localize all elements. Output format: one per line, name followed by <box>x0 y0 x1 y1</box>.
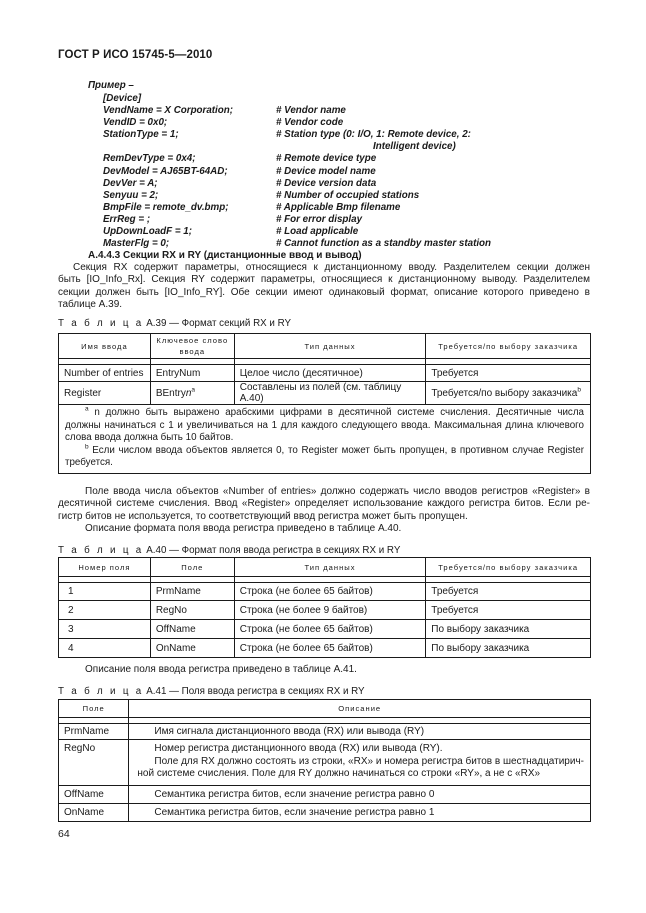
paragraph-register <box>58 486 590 535</box>
example-comment: # For error display <box>276 213 363 225</box>
paragraph-line: Поле ввода числа объектов «Number of entries» должно содержать число вводов регистров «Register» в <box>85 486 590 497</box>
example-key: DevVer = A; <box>103 177 158 189</box>
table-cell <box>129 785 591 803</box>
example-comment: Intelligent device) <box>373 141 456 153</box>
table-cell: Целое число (десятичное) <box>234 365 426 382</box>
table-cell: По выбору заказчика <box>426 620 591 639</box>
table-cell: RegNo <box>59 740 129 786</box>
example-key: BmpFile = remote_dv.bmp; <box>103 201 229 213</box>
example-comment: # Vendor code <box>276 117 344 129</box>
table-row <box>59 583 591 601</box>
example-comment: # Remote device type <box>276 153 377 165</box>
note-text: Если числом ввода объектов является 0, то Register может быть пропущен, в противном случае Register <box>88 444 584 456</box>
note-marker: a <box>85 405 89 413</box>
example-key: Senyuu = 2; <box>103 189 159 201</box>
desc-line: Поле для RX должно состоять из строки, «RX» и номера регистра битов в шестнадцатирич- <box>154 755 584 767</box>
desc-line: Номер регистра дистанционного ввода (RX) или вывода (RY). <box>154 743 443 754</box>
caption-prefix: Т а б л и ц а <box>58 686 144 697</box>
table-cell: Требуется <box>426 583 591 601</box>
req-text: Требуется/по выбору заказчика <box>431 387 578 399</box>
table-row <box>59 803 591 821</box>
table-cell: Строка (не более 65 байтов) <box>234 583 426 601</box>
table-cell: Требуется <box>426 365 591 382</box>
paragraph-line: Секция RX содержит параметры, относящиеся к дистанционному вводу. Разделителем секции должен <box>73 262 590 273</box>
table-header-cell: Номер поля <box>59 558 151 577</box>
table-cell: PrmName <box>59 724 129 740</box>
table-cell: 3 <box>59 620 151 639</box>
example-key: UpDownLoadF = 1; <box>103 226 192 237</box>
table-row <box>59 740 591 786</box>
caption-text: A.39 — Формат секций RX и RY <box>146 318 292 329</box>
table-cell <box>150 382 234 405</box>
table-cell: OnName <box>150 639 234 658</box>
example-comment: # Load applicable <box>276 226 359 237</box>
table-cell: OffName <box>150 620 234 639</box>
note-marker: b <box>85 443 89 451</box>
table-cell: Register <box>59 382 151 405</box>
example-key: VendID = 0x0; <box>103 117 168 129</box>
paragraph-line: гистр битов не используется, то соответствующий ввод регистра может быть пропущен. <box>58 510 468 522</box>
footnote-ref: a <box>191 386 196 394</box>
table-cell: 2 <box>59 601 151 620</box>
table-row <box>59 724 591 740</box>
table-header-cell: Поле <box>150 558 234 577</box>
table-cell: 4 <box>59 639 151 658</box>
paragraph-line: Описание формата поля ввода регистра приведено в таблице A.40. <box>85 522 402 534</box>
example-key: StationType = 1; <box>103 129 179 141</box>
section-heading: A.4.4.3 Секции RX и RY (дистанционные ввод и вывод) <box>88 250 362 261</box>
table-row <box>59 785 591 803</box>
page-number: 64 <box>58 828 70 840</box>
table-header-cell: Требуется/по выбору заказчика <box>426 558 591 577</box>
table-cell: EntryNum <box>150 365 234 382</box>
footnote-ref: b <box>577 386 581 394</box>
table-header-cell: Имя ввода <box>59 334 151 359</box>
table-a41-caption <box>58 686 365 697</box>
table-header-cell: Ключевое слово ввода <box>150 334 234 359</box>
note-line <box>65 445 584 458</box>
table-cell <box>129 740 591 786</box>
paragraph-intro <box>58 262 590 311</box>
table-cell <box>129 803 591 821</box>
table-a39 <box>58 333 591 474</box>
desc-line: Семантика регистра битов, если значение регистра равно 0 <box>154 788 435 800</box>
table-cell: OffName <box>59 785 129 803</box>
key-text: BEntry <box>155 387 186 399</box>
example-comment: # Number of occupied stations <box>276 189 420 201</box>
example-comment: # Vendor name <box>276 105 346 116</box>
table-row <box>59 601 591 620</box>
example-comment: # Device model name <box>276 165 376 177</box>
table-notes <box>59 405 591 474</box>
table-header-cell: Требуется/по выбору заказчика <box>426 334 591 359</box>
paragraph-line: быть [IO_Info_Rx]. Секция RY содержит параметры, относящиеся к дистанционному выводу. Разделителем <box>58 274 590 286</box>
note-line <box>65 407 584 420</box>
example-section: [Device] <box>103 93 142 104</box>
example-comment: # Device version data <box>276 177 377 189</box>
table-row <box>59 365 591 382</box>
document-header: ГОСТ Р ИСО 15745-5—2010 <box>58 49 213 61</box>
key-italic: n <box>185 387 192 399</box>
paragraph-line: десятичной системе счисления. Ввод «Register» определяет использование каждого регистра битов. Если ре- <box>58 498 590 510</box>
table-row <box>59 382 591 405</box>
paragraph-line: таблице A.39. <box>58 298 123 310</box>
table-cell: Требуется <box>426 601 591 620</box>
caption-prefix: Т а б л и ц а <box>58 545 144 556</box>
table-cell: Строка (не более 9 байтов) <box>234 601 426 620</box>
table-a40 <box>58 557 591 658</box>
note-line: слова ввода должна быть 10 байтов. <box>65 432 234 443</box>
note-line: должны начинаться с 1 и увеличиваться на 1 для каждого следующего ввода. Максимальная длина ключевого <box>65 419 584 431</box>
table-a39-caption <box>58 318 291 329</box>
note-line: требуется. <box>65 457 113 468</box>
paragraph-line: секции должен быть [IO_Info_RY]. Обе секции имеют одинаковый формат, описание которого приведено в <box>58 286 590 298</box>
table-cell <box>426 382 591 405</box>
desc-line: Семантика регистра битов, если значение регистра равно 1 <box>154 806 435 818</box>
caption-prefix: Т а б л и ц а <box>58 318 144 329</box>
table-cell: OnName <box>59 803 129 821</box>
table-cell <box>129 724 591 740</box>
example-key: MasterFlg = 0; <box>103 238 170 250</box>
table-a40-caption <box>58 545 400 556</box>
table-cell: Строка (не более 65 байтов) <box>234 639 426 658</box>
example-comment: # Cannot function as a standby master station <box>276 238 492 250</box>
example-comment: # Station type (0: I/O, 1: Remote device, 2: <box>276 129 471 141</box>
note-text: n должно быть выражено арабскими цифрами в десятичной системе счисления. Десятичные числа <box>88 407 584 418</box>
table-cell: По выбору заказчика <box>426 639 591 658</box>
example-key: DevModel = AJ65BT-64AD; <box>103 165 228 177</box>
example-key: RemDevType = 0x4; <box>103 153 196 165</box>
desc-line: ной системе счисления. Поле для RY должно начинаться со строки «RY», а не с «RX» <box>137 768 541 779</box>
example-comment: # Applicable Bmp filename <box>276 201 401 213</box>
table-cell: 1 <box>59 583 151 601</box>
table-row <box>59 620 591 639</box>
table-cell: Number of entries <box>59 365 151 382</box>
table-header-cell: Поле <box>59 700 129 718</box>
example-key: ErrReg = ; <box>103 213 151 225</box>
table-cell: RegNo <box>150 601 234 620</box>
caption-text: A.40 — Формат поля ввода регистра в секциях RX и RY <box>146 545 401 556</box>
table-cell: Строка (не более 65 байтов) <box>234 620 426 639</box>
desc-line: Имя сигнала дистанционного ввода (RX) или вывода (RY) <box>154 726 425 737</box>
caption-text: A.41 — Поля ввода регистра в секциях RX и RY <box>146 686 365 697</box>
table-a41 <box>58 699 591 822</box>
table-row <box>59 639 591 658</box>
table-cell: Составлены из полей (см. таблицу A.40) <box>234 382 426 405</box>
table-header-cell: Тип данных <box>234 558 426 577</box>
paragraph-a41-ref: Описание поля ввода регистра приведено в таблице A.41. <box>85 664 357 675</box>
table-cell: PrmName <box>150 583 234 601</box>
table-header-cell: Описание <box>129 700 591 718</box>
example-label: Пример – <box>88 80 134 91</box>
table-header-cell: Тип данных <box>234 334 426 359</box>
example-key: VendName = X Corporation; <box>103 105 234 116</box>
